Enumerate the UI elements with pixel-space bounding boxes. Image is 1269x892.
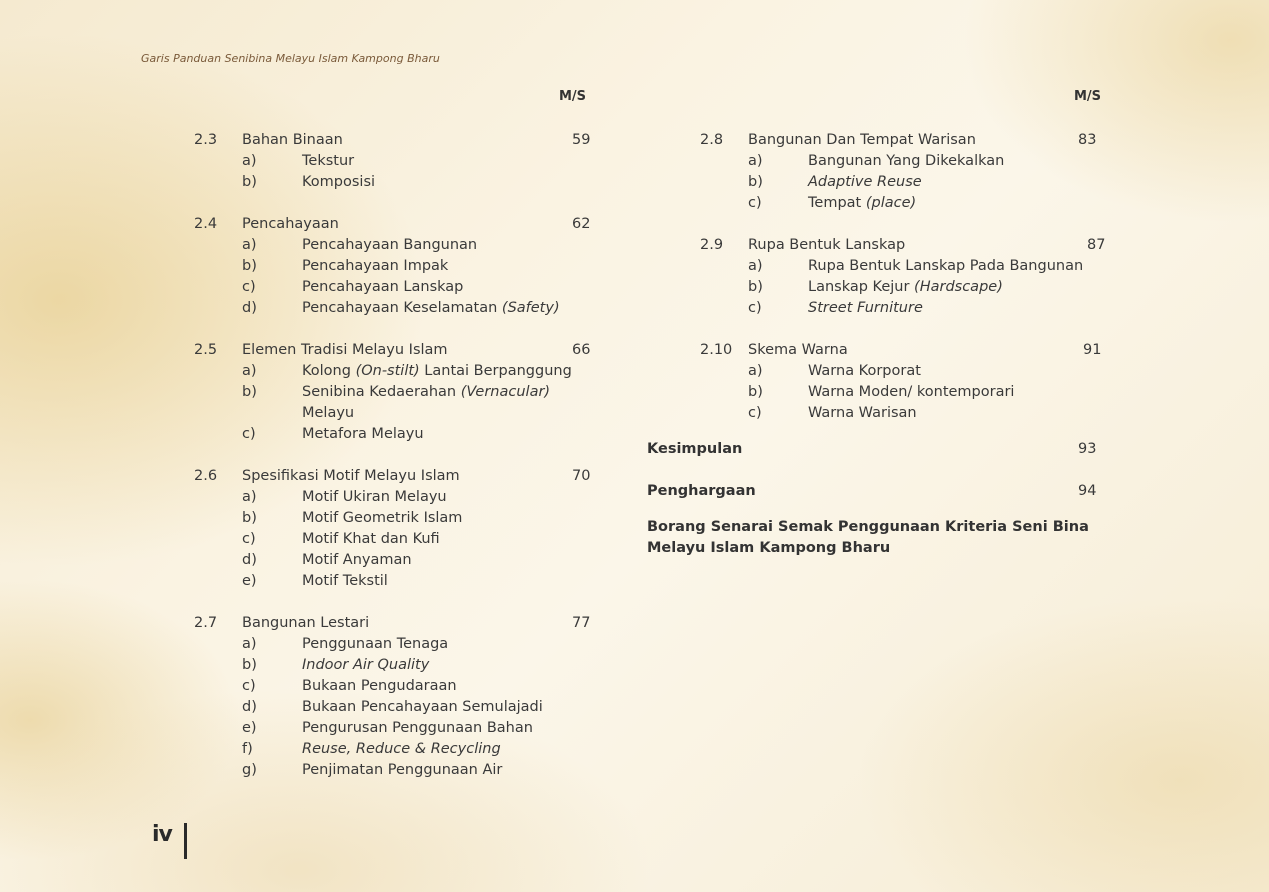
toc-subitem-letter: b) (242, 258, 257, 274)
toc-section-title: Pencahayaan (242, 216, 339, 232)
toc-subitem-title (808, 277, 1003, 298)
toc-subitem-letter: a) (748, 153, 763, 169)
toc-subitem[interactable] (194, 298, 614, 319)
toc-section-heading[interactable] (700, 235, 1120, 256)
toc-subitem[interactable] (194, 424, 614, 445)
toc-subitem-letter: c) (748, 195, 762, 211)
toc-section (194, 214, 614, 319)
toc-page-kesimpulan: 93 (1078, 441, 1097, 457)
toc-subitem[interactable] (194, 571, 614, 592)
page-column-label-left: M/S (559, 89, 587, 104)
toc-section-page: 87 (1087, 237, 1106, 253)
toc-subitem-text: (Hardscape) (914, 279, 1003, 295)
toc-subitem-text: Penggunaan Tenaga (302, 636, 449, 652)
toc-subitem[interactable] (194, 508, 614, 529)
toc-subitem-title (302, 403, 354, 424)
toc-subitem[interactable] (194, 634, 614, 655)
toc-section-number: 2.7 (194, 615, 218, 631)
toc-subitem-title (808, 403, 917, 424)
toc-subitem-title (808, 256, 1083, 277)
toc-section (194, 340, 614, 445)
toc-subitem-title (302, 550, 412, 571)
toc-entry-borang-line2[interactable]: Melayu Islam Kampong Bharu (647, 540, 891, 556)
toc-section-heading[interactable] (194, 214, 614, 235)
toc-section-heading[interactable] (194, 613, 614, 634)
toc-subitem-letter: a) (242, 237, 257, 253)
toc-subitem-text: Pengurusan Penggunaan Bahan (302, 720, 533, 736)
toc-subitem[interactable] (700, 256, 1120, 277)
toc-subitem-text: Motif Tekstil (302, 573, 388, 589)
toc-section-number: 2.10 (700, 342, 733, 358)
toc-subitem-text: Reuse, Reduce & Recycling (302, 741, 501, 757)
toc-section-page: 83 (1078, 132, 1097, 148)
toc-subitem[interactable] (700, 172, 1120, 193)
toc-subitem-title (302, 172, 375, 193)
toc-section-page: 62 (572, 216, 591, 232)
toc-section-title: Elemen Tradisi Melayu Islam (242, 342, 448, 358)
toc-subitem-text: Warna Moden/ kontemporari (808, 384, 1015, 400)
toc-subitem-text: Warna Warisan (808, 405, 917, 421)
toc-subitem-letter: b) (242, 384, 257, 400)
toc-subitem-text: Tekstur (302, 153, 355, 169)
toc-subitem-text: Pencahayaan Lanskap (302, 279, 464, 295)
toc-subitem-text: Kolong (302, 363, 356, 379)
toc-entry-penghargaan[interactable]: Penghargaan (647, 483, 756, 499)
toc-entry-kesimpulan[interactable]: Kesimpulan (647, 441, 743, 457)
toc-subitem-letter: a) (748, 258, 763, 274)
toc-subitem-title (302, 277, 463, 298)
toc-section (194, 613, 614, 781)
toc-subitem-title (302, 676, 457, 697)
toc-subitem-title (302, 697, 543, 718)
toc-subitem-text: Tempat (808, 195, 866, 211)
toc-subitem-letter: f) (242, 741, 253, 757)
toc-subitem-text: Adaptive Reuse (808, 174, 922, 190)
toc-section-page: 91 (1083, 342, 1102, 358)
page-number: iv (152, 822, 172, 847)
toc-subitem-text: (Safety) (501, 300, 560, 316)
toc-section-heading[interactable] (700, 340, 1120, 361)
toc-section-page: 70 (572, 468, 591, 484)
toc-section-heading[interactable] (194, 130, 614, 151)
toc-subitem-letter: c) (242, 279, 256, 295)
toc-subitem-letter: d) (242, 552, 257, 568)
toc-subitem-text: Indoor Air Quality (302, 657, 430, 673)
toc-subitem-text: Pencahayaan Impak (302, 258, 449, 274)
toc-subitem[interactable] (700, 277, 1120, 298)
toc-section-heading[interactable] (194, 466, 614, 487)
toc-subitem-title (302, 529, 440, 550)
toc-subitem-title (302, 634, 448, 655)
toc-section-title: Spesifikasi Motif Melayu Islam (242, 468, 460, 484)
toc-subitem-title (808, 151, 1004, 172)
toc-subitem-letter: g) (242, 762, 257, 778)
toc-subitem-title (302, 151, 354, 172)
toc-subitem-title (302, 739, 501, 760)
toc-subitem-title (302, 382, 550, 403)
toc-subitem[interactable] (194, 151, 614, 172)
toc-subitem-title (302, 298, 560, 319)
toc-subitem[interactable] (194, 256, 614, 277)
toc-subitem[interactable] (194, 718, 614, 739)
toc-subitem-text: Bangunan Yang Dikekalkan (808, 153, 1005, 169)
toc-subitem-letter: d) (242, 300, 257, 316)
toc-section-page: 59 (572, 132, 591, 148)
toc-subitem-text: Motif Khat dan Kufi (302, 531, 440, 547)
toc-subitem[interactable] (194, 277, 614, 298)
toc-subitem-letter: c) (748, 300, 762, 316)
toc-subitem-letter: a) (748, 363, 763, 379)
toc-subitem-title (302, 487, 447, 508)
toc-subitem-text: Lantai Berpanggung (419, 363, 572, 379)
toc-subitem-text: Metafora Melayu (302, 426, 424, 442)
toc-entry-borang-line1[interactable]: Borang Senarai Semak Penggunaan Kriteria Seni Bina (647, 519, 1089, 535)
toc-subitem-title (808, 361, 921, 382)
toc-subitem-text: Bukaan Pengudaraan (302, 678, 457, 694)
toc-section-number: 2.3 (194, 132, 218, 148)
toc-subitem-text: (Vernacular) (460, 384, 551, 400)
toc-section-title: Rupa Bentuk Lanskap (748, 237, 906, 253)
toc-section-title: Bangunan Dan Tempat Warisan (748, 132, 976, 148)
toc-subitem-text: Melayu (302, 405, 355, 421)
toc-subitem[interactable] (700, 151, 1120, 172)
toc-subitem-title (302, 571, 388, 592)
running-header: Garis Panduan Senibina Melayu Islam Kampong Bharu (141, 52, 440, 65)
toc-section-number: 2.8 (700, 132, 724, 148)
toc-section-page: 77 (572, 615, 591, 631)
toc-section-number: 2.4 (194, 216, 218, 232)
toc-subitem-text: Rupa Bentuk Lanskap Pada Bangunan (808, 258, 1084, 274)
toc-subitem-title (302, 256, 448, 277)
toc-subitem-letter: e) (242, 573, 257, 589)
toc-section-heading[interactable] (700, 130, 1120, 151)
toc-subitem[interactable] (700, 403, 1120, 424)
toc-subitem-letter: a) (242, 153, 257, 169)
toc-subitem[interactable] (194, 697, 614, 718)
toc-section (700, 130, 1120, 214)
toc-section-title: Bangunan Lestari (242, 615, 370, 631)
toc-subitem[interactable] (194, 529, 614, 550)
toc-section-number: 2.9 (700, 237, 724, 253)
page-number-divider (184, 823, 187, 859)
toc-subitem-text: Penjimatan Penggunaan Air (302, 762, 503, 778)
toc-subitem-text: Pencahayaan Bangunan (302, 237, 478, 253)
toc-subitem[interactable] (194, 172, 614, 193)
toc-subitem-letter: a) (242, 636, 257, 652)
toc-subitem[interactable] (194, 235, 614, 256)
toc-subitem-text: Senibina Kedaerahan (302, 384, 461, 400)
toc-subitem-text: Pencahayaan Keselamatan (302, 300, 502, 316)
toc-page-penghargaan: 94 (1078, 483, 1097, 499)
toc-subitem[interactable] (700, 193, 1120, 214)
toc-subitem-text: Motif Geometrik Islam (302, 510, 463, 526)
toc-section-number: 2.5 (194, 342, 218, 358)
toc-section-title: Skema Warna (748, 342, 848, 358)
toc-subitem-letter: b) (242, 510, 257, 526)
toc-subitem[interactable] (194, 676, 614, 697)
toc-subitem-text: Motif Ukiran Melayu (302, 489, 447, 505)
toc-subitem[interactable] (194, 655, 614, 676)
toc-subitem-title (808, 193, 916, 214)
toc-subitem-text: Motif Anyaman (302, 552, 412, 568)
toc-subitem[interactable] (194, 487, 614, 508)
toc-subitem-text: (On-stilt) (355, 363, 420, 379)
toc-subitem[interactable] (194, 550, 614, 571)
toc-subitem-title (302, 655, 429, 676)
toc-subitem[interactable] (194, 760, 614, 781)
toc-subitem-letter: c) (748, 405, 762, 421)
toc-subitem-text: Bukaan Pencahayaan Semulajadi (302, 699, 543, 715)
page-column-label-right: M/S (1074, 89, 1102, 104)
toc-subitem-text: Street Furniture (808, 300, 923, 316)
toc-subitem-letter: c) (242, 426, 256, 442)
toc-section (194, 130, 614, 193)
toc-subitem-title (302, 361, 572, 382)
toc-subitem[interactable] (700, 382, 1120, 403)
toc-subitem[interactable] (194, 382, 614, 403)
toc-subitem-title (302, 718, 533, 739)
toc-subitem-letter: a) (242, 363, 257, 379)
toc-subitem-letter: b) (748, 384, 763, 400)
toc-subitem-title (302, 235, 477, 256)
toc-section (700, 340, 1120, 424)
toc-subitem[interactable] (194, 361, 614, 382)
toc-subitem[interactable] (700, 298, 1120, 319)
toc-subitem[interactable] (194, 403, 614, 424)
toc-subitem-letter: c) (242, 678, 256, 694)
toc-subitem[interactable] (700, 361, 1120, 382)
toc-subitem[interactable] (194, 739, 614, 760)
toc-subitem-title (302, 760, 502, 781)
toc-subitem-letter: b) (242, 657, 257, 673)
toc-subitem-letter: b) (748, 174, 763, 190)
toc-section-number: 2.6 (194, 468, 218, 484)
toc-subitem-letter: e) (242, 720, 257, 736)
toc-section (700, 235, 1120, 319)
toc-subitem-letter: c) (242, 531, 256, 547)
toc-subitem-text: Komposisi (302, 174, 376, 190)
toc-subitem-title (808, 172, 922, 193)
toc-section-page: 66 (572, 342, 591, 358)
toc-subitem-letter: a) (242, 489, 257, 505)
toc-subitem-letter: b) (242, 174, 257, 190)
toc-section (194, 466, 614, 592)
toc-subitem-text: Warna Korporat (808, 363, 921, 379)
toc-subitem-text: Lanskap Kejur (808, 279, 915, 295)
toc-subitem-letter: b) (748, 279, 763, 295)
toc-subitem-title (302, 508, 462, 529)
toc-subitem-title (302, 424, 424, 445)
toc-subitem-letter: d) (242, 699, 257, 715)
toc-subitem-title (808, 382, 1014, 403)
toc-section-title: Bahan Binaan (242, 132, 343, 148)
toc-section-heading[interactable] (194, 340, 614, 361)
toc-subitem-title (808, 298, 923, 319)
toc-subitem-text: (place) (865, 195, 917, 211)
